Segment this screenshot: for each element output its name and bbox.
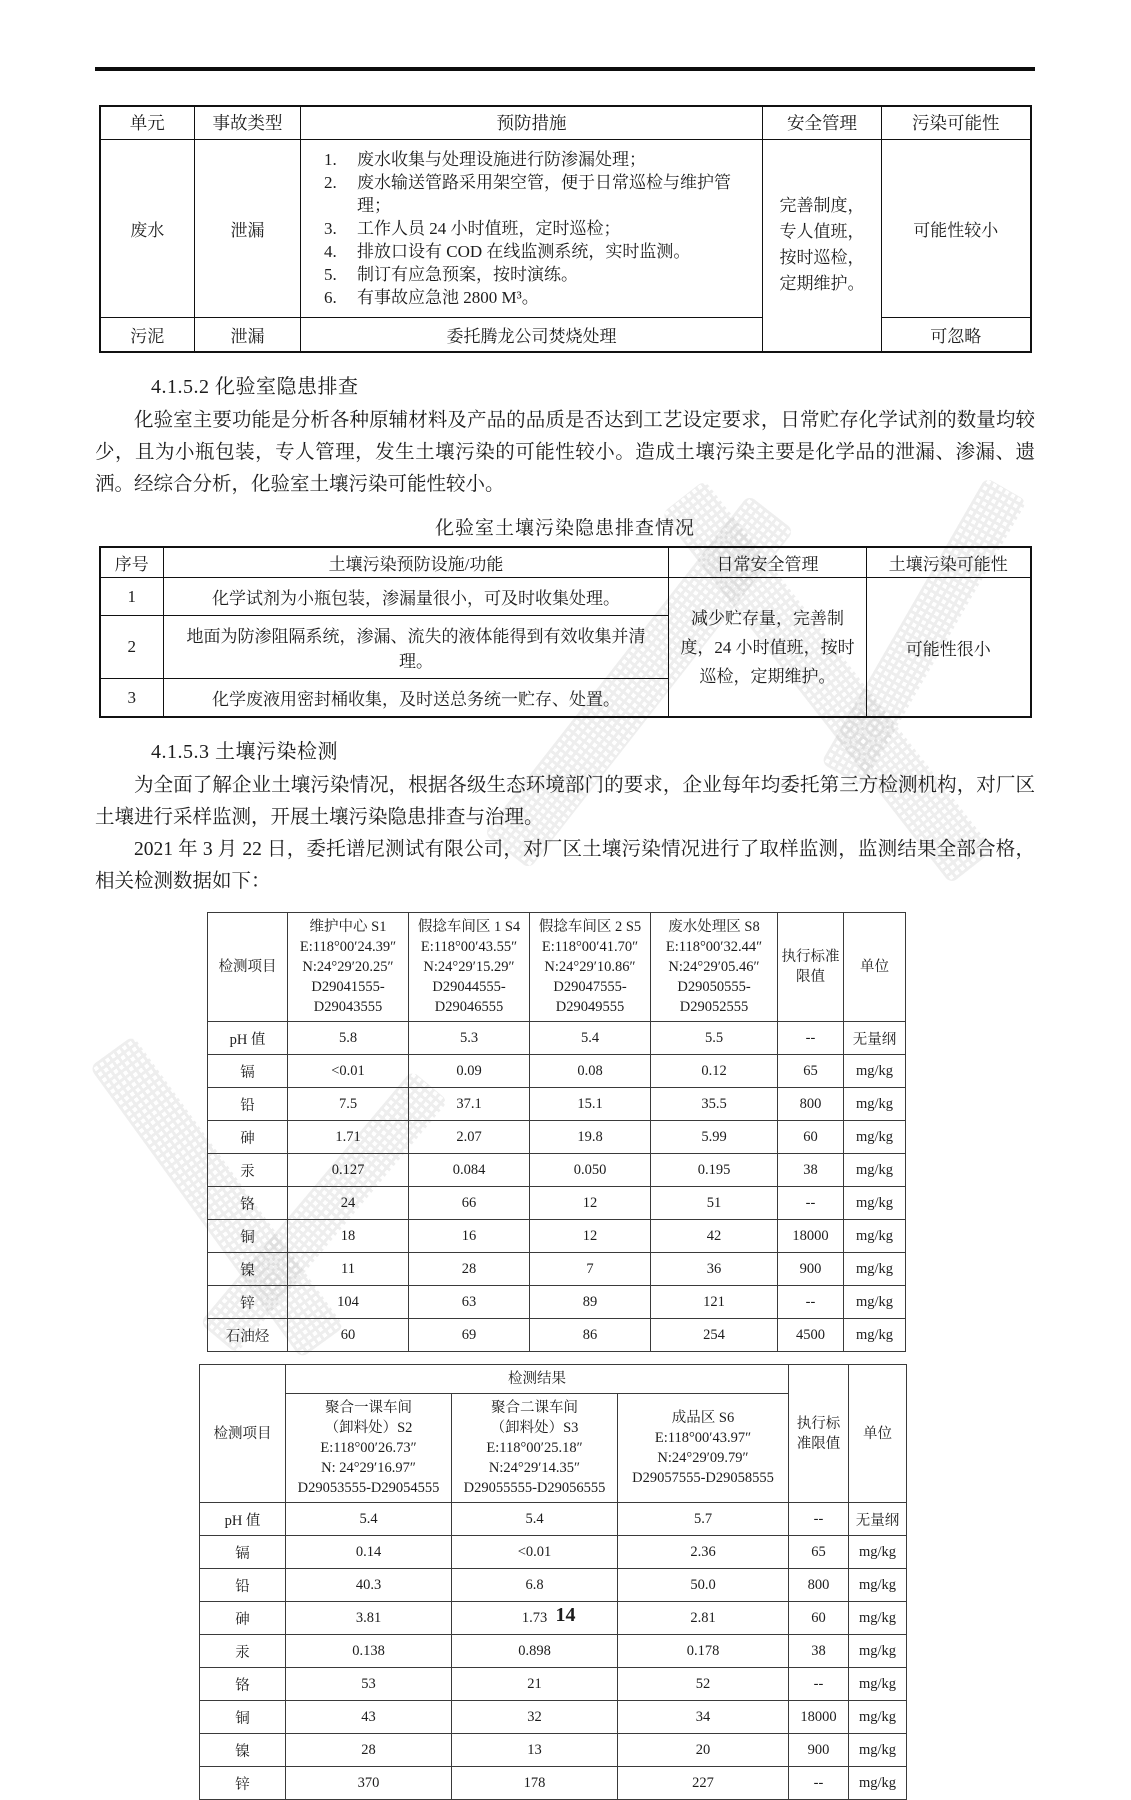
value-cell: mg/kg: [849, 1668, 907, 1701]
value-cell: 104: [288, 1286, 409, 1319]
value-cell: mg/kg: [849, 1569, 907, 1602]
value-cell: mg/kg: [849, 1536, 907, 1569]
table-row-sludge: [100, 317, 1031, 352]
parameter-name-cell: 锌: [208, 1286, 288, 1319]
parameter-name-cell: 石油烃: [208, 1319, 288, 1352]
facility-cell: 化学试剂为小瓶包装，渗漏量很小，可及时收集处理。: [164, 578, 669, 616]
column-header: 污染可能性: [882, 106, 1031, 139]
value-cell: 18000: [789, 1701, 849, 1734]
value-cell: 1.71: [288, 1121, 409, 1154]
management-cell: 减少贮存量，完善制度，24 小时值班，按时巡检，定期维护。: [669, 578, 867, 718]
value-cell: 5.4: [286, 1503, 452, 1536]
value-cell: mg/kg: [844, 1055, 906, 1088]
value-cell: 178: [452, 1767, 618, 1800]
value-cell: 34: [618, 1701, 789, 1734]
value-cell: 53: [286, 1668, 452, 1701]
value-cell: 900: [789, 1734, 849, 1767]
value-cell: 2.07: [409, 1121, 530, 1154]
value-cell: 0.050: [530, 1154, 651, 1187]
value-cell: --: [778, 1286, 844, 1319]
value-cell: 900: [778, 1253, 844, 1286]
value-cell: 66: [409, 1187, 530, 1220]
section-heading-4152: 4.1.5.2 化验室隐患排查: [151, 375, 359, 398]
value-cell: 32: [452, 1701, 618, 1734]
value-cell: --: [789, 1668, 849, 1701]
value-cell: 65: [778, 1055, 844, 1088]
parameter-name-cell: 铅: [200, 1569, 286, 1602]
value-cell: 86: [530, 1319, 651, 1352]
site-latitude: N:24°29′10.86″: [544, 959, 636, 975]
column-header: 土壤污染可能性: [867, 547, 1031, 578]
value-cell: 5.4: [452, 1503, 618, 1536]
table-header-row: [100, 106, 1031, 139]
value-cell: 4500: [778, 1319, 844, 1352]
parameter-name-cell: 镉: [200, 1536, 286, 1569]
parameter-name-cell: 铬: [200, 1668, 286, 1701]
value-cell: 227: [618, 1767, 789, 1800]
management-cell: 完善制度，专人值班，按时巡检，定期维护。: [763, 139, 882, 352]
site-column-header: [530, 913, 651, 1022]
site-sample-code: D29055555-D29056555: [463, 1480, 606, 1496]
table-row: [200, 1569, 907, 1602]
value-cell: --: [789, 1767, 849, 1800]
table-header-row: [200, 1365, 907, 1394]
site-latitude: N:24°29′05.46″: [668, 959, 760, 975]
table-row: [208, 1187, 906, 1220]
value-cell: 5.8: [288, 1022, 409, 1055]
item-column-header: 检测项目: [200, 1365, 286, 1503]
column-header: 事故类型: [195, 106, 301, 139]
site-longitude: E:118°00′25.18″: [486, 1440, 583, 1456]
column-header: 日常安全管理: [669, 547, 867, 578]
parameter-name-cell: 汞: [208, 1154, 288, 1187]
value-cell: mg/kg: [844, 1154, 906, 1187]
monitoring-data-body: [200, 1503, 907, 1800]
site-sample-code: D29052555: [679, 999, 749, 1015]
section-heading-4153: 4.1.5.3 土壤污染检测: [151, 741, 338, 763]
measures-cell: [301, 139, 763, 317]
value-cell: mg/kg: [849, 1602, 907, 1635]
value-cell: 18: [288, 1220, 409, 1253]
value-cell: <0.01: [452, 1536, 618, 1569]
unit-cell: 废水: [100, 139, 195, 317]
value-cell: 60: [778, 1121, 844, 1154]
value-cell: mg/kg: [844, 1187, 906, 1220]
column-header: 单元: [100, 106, 195, 139]
value-cell: 5.5: [651, 1022, 778, 1055]
value-cell: --: [778, 1022, 844, 1055]
value-cell: 7: [530, 1253, 651, 1286]
value-cell: 0.178: [618, 1635, 789, 1668]
column-header: 安全管理: [763, 106, 882, 139]
site-name: （卸料处）S2: [324, 1420, 413, 1436]
table-row: [200, 1536, 907, 1569]
value-cell: mg/kg: [849, 1635, 907, 1668]
facility-cell: 地面为防渗阻隔系统，渗漏、流失的液体能得到有效收集并清理。: [164, 616, 669, 679]
value-cell: 50.0: [618, 1569, 789, 1602]
table-row: [200, 1635, 907, 1668]
value-cell: 43: [286, 1701, 452, 1734]
table-row: [208, 1022, 906, 1055]
site-latitude: N:24°29′09.79″: [657, 1450, 749, 1466]
column-header: 序号: [100, 547, 164, 578]
measures-cell: 委托腾龙公司焚烧处理: [301, 317, 763, 352]
value-cell: 0.08: [530, 1055, 651, 1088]
site-longitude: E:118°00′41.70″: [541, 939, 639, 955]
table-row: [208, 1220, 906, 1253]
table-row: [100, 578, 1031, 616]
value-cell: 89: [530, 1286, 651, 1319]
unit-column-header: 单位: [844, 913, 906, 1022]
value-cell: 800: [778, 1088, 844, 1121]
parameter-name-cell: 汞: [200, 1635, 286, 1668]
soil-monitoring-table-1: [207, 912, 906, 1352]
site-longitude: E:118°00′43.97″: [654, 1430, 752, 1446]
value-cell: 6.8: [452, 1569, 618, 1602]
site-name: 聚合一课车间: [325, 1400, 412, 1416]
prevention-measure-item: 4. 排放口设有 COD 在线监测系统，实时监测。: [341, 240, 752, 263]
prevention-measure-item: 6. 有事故应急池 2800 M³。: [341, 286, 752, 309]
parameter-name-cell: 镍: [208, 1253, 288, 1286]
possibility-cell: 可能性很小: [867, 578, 1031, 718]
value-cell: 28: [286, 1734, 452, 1767]
value-cell: 0.09: [409, 1055, 530, 1088]
site-name: 成品区 S6: [671, 1410, 735, 1426]
value-cell: 1.73: [452, 1602, 618, 1635]
site-column-header: [651, 913, 778, 1022]
value-cell: 18000: [778, 1220, 844, 1253]
possibility-cell: 可能性较小: [882, 139, 1031, 317]
site-latitude: N:24°29′15.29″: [423, 959, 515, 975]
site-column-header: [618, 1394, 789, 1503]
table-row: [208, 1154, 906, 1187]
parameter-name-cell: 砷: [208, 1121, 288, 1154]
value-cell: mg/kg: [844, 1319, 906, 1352]
site-column-header: [286, 1394, 452, 1503]
value-cell: 0.127: [288, 1154, 409, 1187]
site-column-header: [452, 1394, 618, 1503]
value-cell: mg/kg: [844, 1253, 906, 1286]
column-header: 土壤污染预防设施/功能: [164, 547, 669, 578]
value-cell: 65: [789, 1536, 849, 1569]
site-longitude: E:118°00′43.55″: [420, 939, 518, 955]
page-number: 14: [555, 1604, 576, 1626]
accident-type-cell: 泄漏: [195, 139, 301, 317]
value-cell: 28: [409, 1253, 530, 1286]
risk-prevention-table: [99, 105, 1032, 353]
value-cell: 0.14: [286, 1536, 452, 1569]
value-cell: 0.898: [452, 1635, 618, 1668]
lab-table-title: 化验室土壤污染隐患排查情况: [434, 517, 695, 539]
table-row: [208, 1286, 906, 1319]
value-cell: mg/kg: [844, 1121, 906, 1154]
value-cell: mg/kg: [849, 1767, 907, 1800]
site-name: 假捻车间区 1 S4: [417, 919, 521, 935]
value-cell: 2.36: [618, 1536, 789, 1569]
section-paragraph: 化验室主要功能是分析各种原辅材料及产品的品质是否达到工艺设定要求，日常贮存化学试剂的数量均较少，且为小瓶包装，专人管理，发生土壤污染的可能性较小。造成土壤污染主要是化学品的泄漏、渗漏、遗洒。经综合分析，化验室土壤污染可能性较小。: [95, 409, 1035, 495]
site-latitude: N: 24°29′16.97″: [321, 1460, 416, 1476]
prevention-measure-item: 2. 废水输送管路采用架空管，便于日常巡检与维护管理；: [341, 171, 752, 217]
value-cell: 254: [651, 1319, 778, 1352]
site-name: （卸料处）S3: [490, 1420, 579, 1436]
parameter-name-cell: 铜: [200, 1701, 286, 1734]
unit-cell: 污泥: [100, 317, 195, 352]
accident-type-cell: 泄漏: [195, 317, 301, 352]
value-cell: 21: [452, 1668, 618, 1701]
parameter-name-cell: 锌: [200, 1767, 286, 1800]
value-cell: 370: [286, 1767, 452, 1800]
site-sample-code: D29050555-: [677, 979, 751, 995]
site-longitude: E:118°00′26.73″: [320, 1440, 417, 1456]
table-row-wastewater: [100, 139, 1031, 317]
value-cell: 24: [288, 1187, 409, 1220]
value-cell: 11: [288, 1253, 409, 1286]
value-cell: 800: [789, 1569, 849, 1602]
value-cell: 15.1: [530, 1088, 651, 1121]
value-cell: 无量纲: [844, 1022, 906, 1055]
value-cell: 16: [409, 1220, 530, 1253]
section-paragraph: 为全面了解企业土壤污染情况，根据各级生态环境部门的要求，企业每年均委托第三方检测机构，对厂区土壤进行采样监测，开展土壤污染隐患排查与治理。: [95, 775, 1035, 828]
value-cell: mg/kg: [844, 1088, 906, 1121]
value-cell: 12: [530, 1187, 651, 1220]
site-column-header: [288, 913, 409, 1022]
site-latitude: N:24°29′14.35″: [488, 1460, 581, 1476]
value-cell: 3.81: [286, 1602, 452, 1635]
site-column-header: [409, 913, 530, 1022]
column-header: 预防措施: [301, 106, 763, 139]
site-sample-code: D29043555: [313, 999, 383, 1015]
value-cell: 5.7: [618, 1503, 789, 1536]
table-row: [208, 1253, 906, 1286]
table-row: [208, 1319, 906, 1352]
site-sample-code: D29041555-: [311, 979, 385, 995]
site-name: 废水处理区 S8: [668, 919, 760, 935]
value-cell: mg/kg: [849, 1734, 907, 1767]
site-longitude: E:118°00′32.44″: [665, 939, 763, 955]
value-cell: 无量纲: [849, 1503, 907, 1536]
parameter-name-cell: 砷: [200, 1602, 286, 1635]
value-cell: 38: [789, 1635, 849, 1668]
site-name: 假捻车间区 2 S5: [538, 919, 642, 935]
value-cell: 38: [778, 1154, 844, 1187]
result-group-header: 检测结果: [286, 1365, 789, 1394]
value-cell: 40.3: [286, 1569, 452, 1602]
value-cell: 12: [530, 1220, 651, 1253]
document-page: [0, 67, 1131, 1793]
value-cell: 5.99: [651, 1121, 778, 1154]
parameter-name-cell: 铜: [208, 1220, 288, 1253]
value-cell: 51: [651, 1187, 778, 1220]
value-cell: 0.084: [409, 1154, 530, 1187]
monitoring-data-body: [208, 1022, 906, 1352]
soil-monitoring-table-2: [199, 1364, 907, 1800]
value-cell: 60: [288, 1319, 409, 1352]
value-cell: mg/kg: [844, 1220, 906, 1253]
parameter-name-cell: 镉: [208, 1055, 288, 1088]
parameter-name-cell: pH 值: [208, 1022, 288, 1055]
value-cell: 20: [618, 1734, 789, 1767]
measures-list: [341, 148, 752, 309]
value-cell: 0.12: [651, 1055, 778, 1088]
table-row: [200, 1701, 907, 1734]
section-paragraph: 2021 年 3 月 22 日，委托谱尼测试有限公司，对厂区土壤污染情况进行了取样监测，监测结果全部合格，相关检测数据如下：: [95, 839, 1035, 892]
value-cell: 5.3: [409, 1022, 530, 1055]
parameter-name-cell: 铬: [208, 1187, 288, 1220]
prevention-measure-item: 1. 废水收集与处理设施进行防渗漏处理；: [341, 148, 752, 171]
lab-hazard-table: [99, 546, 1032, 719]
index-cell: 3: [100, 679, 164, 718]
item-column-header: 检测项目: [208, 913, 288, 1022]
table-row: [208, 1088, 906, 1121]
value-cell: 2.81: [618, 1602, 789, 1635]
parameter-name-cell: 镍: [200, 1734, 286, 1767]
value-cell: 36: [651, 1253, 778, 1286]
table-header-row: [208, 913, 906, 1022]
value-cell: <0.01: [288, 1055, 409, 1088]
limit-column-header: 执行标准限值: [778, 913, 844, 1022]
site-longitude: E:118°00′24.39″: [299, 939, 397, 955]
value-cell: 0.138: [286, 1635, 452, 1668]
value-cell: 63: [409, 1286, 530, 1319]
table-row: [200, 1503, 907, 1536]
value-cell: 7.5: [288, 1088, 409, 1121]
unit-column-header: 单位: [849, 1365, 907, 1503]
value-cell: --: [778, 1187, 844, 1220]
value-cell: 37.1: [409, 1088, 530, 1121]
site-sample-code: D29049555: [555, 999, 625, 1015]
index-cell: 1: [100, 578, 164, 616]
limit-column-header: 执行标准限值: [789, 1365, 849, 1503]
site-name: 维护中心 S1: [309, 919, 387, 935]
value-cell: --: [789, 1503, 849, 1536]
facility-cell: 化学废液用密封桶收集，及时送总务统一贮存、处置。: [164, 679, 669, 718]
value-cell: 35.5: [651, 1088, 778, 1121]
site-sample-code: D29053555-D29054555: [297, 1480, 440, 1496]
index-cell: 2: [100, 616, 164, 679]
value-cell: 69: [409, 1319, 530, 1352]
value-cell: 52: [618, 1668, 789, 1701]
parameter-name-cell: pH 值: [200, 1503, 286, 1536]
site-sample-code: D29046555: [434, 999, 504, 1015]
site-latitude: N:24°29′20.25″: [302, 959, 394, 975]
table-row: [208, 1055, 906, 1088]
value-cell: 0.195: [651, 1154, 778, 1187]
value-cell: mg/kg: [844, 1286, 906, 1319]
value-cell: 60: [789, 1602, 849, 1635]
value-cell: 19.8: [530, 1121, 651, 1154]
value-cell: 5.4: [530, 1022, 651, 1055]
parameter-name-cell: 铅: [208, 1088, 288, 1121]
table-row: [200, 1767, 907, 1800]
site-sample-code: D29057555-D29058555: [632, 1470, 774, 1486]
table-row: [208, 1121, 906, 1154]
table-row: [200, 1668, 907, 1701]
prevention-measure-item: 3. 工作人员 24 小时值班，定时巡检；: [341, 217, 752, 240]
table-header-row: [100, 547, 1031, 578]
site-sample-code: D29047555-: [553, 979, 627, 995]
prevention-measure-item: 5. 制订有应急预案，按时演练。: [341, 263, 752, 286]
value-cell: 42: [651, 1220, 778, 1253]
possibility-cell: 可忽略: [882, 317, 1031, 352]
header-rule: [95, 67, 1035, 71]
site-name: 聚合二课车间: [491, 1400, 578, 1416]
site-sample-code: D29044555-: [432, 979, 506, 995]
value-cell: 121: [651, 1286, 778, 1319]
value-cell: mg/kg: [849, 1701, 907, 1734]
table-row: [200, 1734, 907, 1767]
value-cell: 13: [452, 1734, 618, 1767]
